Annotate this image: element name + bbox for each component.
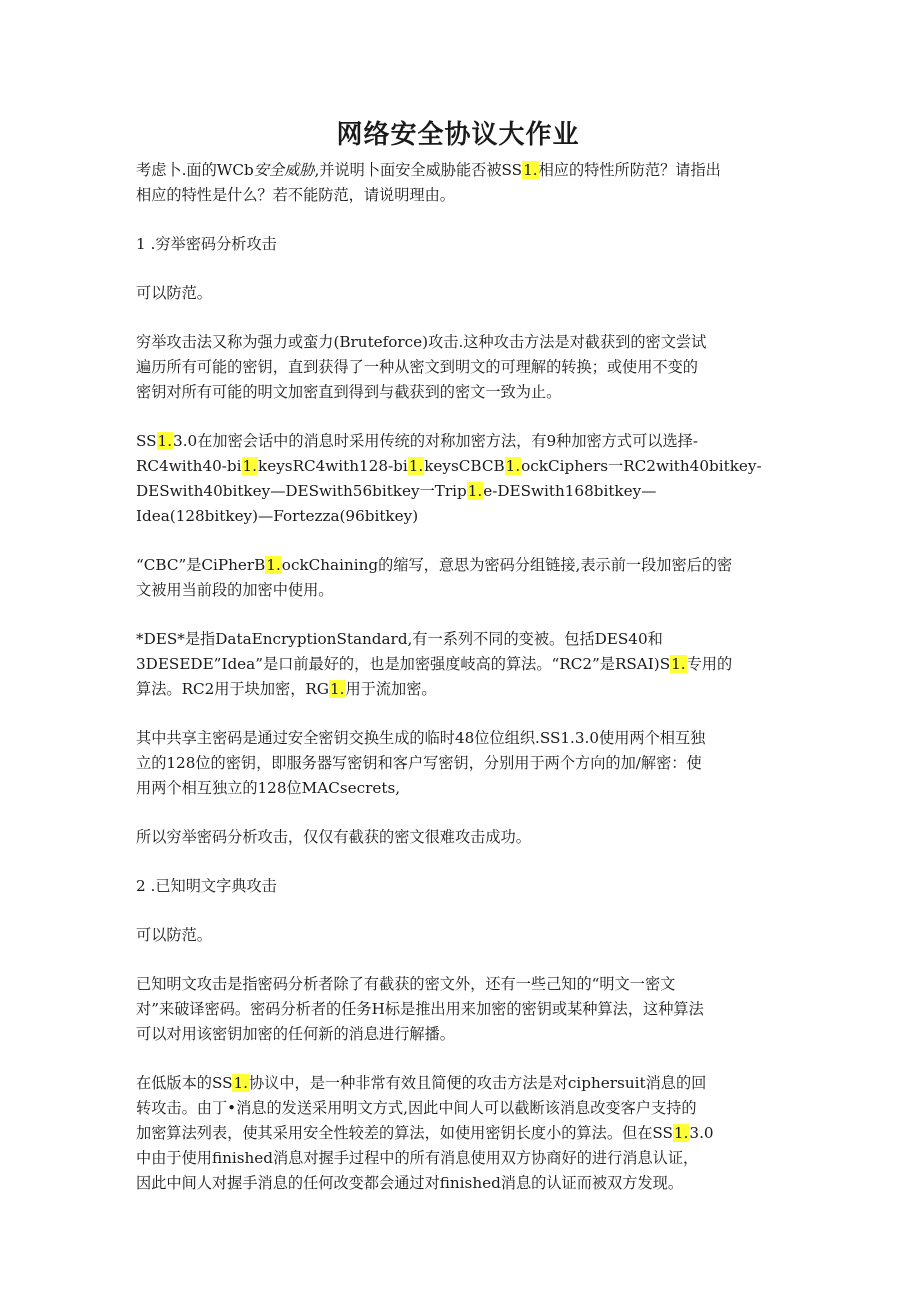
text-run: keysCBCB bbox=[424, 457, 505, 475]
text-line: 其中共享主密码是通过安全密钥交换生成的临时48位位组织.SS1.3.0使用两个相互独 bbox=[136, 729, 706, 747]
highlight-mark: 1. bbox=[523, 161, 538, 179]
text-run: 考虑卜.面的WCb bbox=[136, 161, 254, 179]
section-1-paragraph-3 bbox=[136, 553, 780, 603]
text-line: 可以对用该密钥加密的任何新的消息进行解播。 bbox=[136, 1025, 455, 1043]
highlight-mark: 1. bbox=[467, 482, 483, 500]
highlight-mark: 1. bbox=[505, 457, 521, 475]
text-line: 因此中间人对握手消息的任何改变都会通过对finished消息的认证而被双方发现。 bbox=[136, 1174, 684, 1192]
highlight-mark: 1. bbox=[242, 457, 257, 475]
section-1-answer: 可以防范。 bbox=[136, 284, 212, 302]
section-1-conclusion: 所以穷举密码分析攻击，仅仅有截获的密文很难攻击成功。 bbox=[136, 828, 531, 846]
text-line: 中由于使用finished消息对握手过程中的所有消息使用双方协商好的进行消息认证， bbox=[136, 1149, 699, 1167]
section-2-paragraph-2 bbox=[136, 1071, 780, 1196]
text-run: 加密算法列表，使其采用安全性较差的算法，如使用密钥长度小的算法。但在SS bbox=[136, 1124, 673, 1142]
text-line: 密钥对所有可能的明文加密直到得到与截获到的密文一致为止。 bbox=[136, 383, 562, 401]
text-run: keysRC4with128-bi bbox=[258, 457, 408, 475]
section-1-paragraph-4 bbox=[136, 627, 780, 702]
text-line: 已知明文攻击是指密码分析者除了有截获的密文外，还有一些己知的“明文一密文 bbox=[136, 975, 676, 993]
text-line: 相应的特性是什么？若不能防范，请说明理由。 bbox=[136, 186, 455, 204]
text-run-italic: 安全威胁 bbox=[253, 161, 315, 179]
text-line: 遍历所有可能的密钥，直到获得了一种从密文到明文的可理解的转换；或使用不变的 bbox=[136, 358, 698, 376]
text-run: 算法。RC2用于块加密，RG bbox=[136, 680, 329, 698]
section-1-paragraph-2 bbox=[136, 429, 780, 529]
highlight-mark: 1. bbox=[408, 457, 424, 475]
text-line: *DES*是指DataEncryptionStandard,有一系列不同的变被。包括DES40和 bbox=[136, 630, 663, 648]
text-run: e-DESwith168bitkey— bbox=[483, 482, 657, 500]
text-line: 穷举攻击法又称为强力或蛮力(Bruteforce)攻击.这种攻击方法是对截获到的密文尝试 bbox=[136, 333, 707, 351]
section-2-paragraph-1 bbox=[136, 972, 780, 1047]
text-run: 3.0 bbox=[689, 1124, 714, 1142]
section-2-heading: 2 .已知明文字典攻击 bbox=[136, 877, 277, 895]
highlight-mark: 1. bbox=[157, 432, 173, 450]
text-run: RC4with40-bi bbox=[136, 457, 242, 475]
text-run: DESwith40bitkey—DESwith56bitkey一Trip bbox=[136, 482, 467, 500]
highlight-mark: 1. bbox=[233, 1074, 248, 1092]
text-run: ockCiphers一RC2with40bitkey- bbox=[521, 457, 762, 475]
text-run: 3.0在加密会话中的消息时采用传统的对称加密方法，有9种加密方式可以选择- bbox=[173, 432, 698, 450]
document-title: 网络安全协议大作业 bbox=[336, 120, 580, 150]
document-page bbox=[136, 118, 780, 1196]
section-2-answer: 可以防范。 bbox=[136, 926, 212, 944]
text-line: 文被用当前段的加密中使用。 bbox=[136, 581, 334, 599]
text-line: 用两个相互独立的128位MACsecrets, bbox=[136, 779, 401, 797]
text-line: Idea(128bitkey)—Fortezza(96bitkey) bbox=[136, 507, 419, 525]
section-1-paragraph-5 bbox=[136, 726, 780, 801]
highlight-mark: 1. bbox=[266, 556, 281, 574]
highlight-mark: 1. bbox=[671, 655, 686, 673]
highlight-mark: 1. bbox=[329, 680, 345, 698]
text-run: “CBC”是CiPherB bbox=[136, 556, 266, 574]
text-run: 用于流加密。 bbox=[345, 680, 437, 698]
text-run: SS bbox=[136, 432, 157, 450]
text-line: 转攻击。由丁•消息的发送采用明文方式,因此中间人可以截断该消息改变客户支持的 bbox=[136, 1099, 697, 1117]
text-run: ,并说明卜面安全威胁能否被SS bbox=[314, 161, 523, 179]
text-run: 在低版本的SS bbox=[136, 1074, 233, 1092]
text-line: 立的128位的密钥，即服务器写密钥和客户写密钥，分别用于两个方向的加/解密：使 bbox=[136, 754, 702, 772]
text-line: 对”来破译密码。密码分析者的任务H标是推出用来加密的密钥或某种算法，这种算法 bbox=[136, 1000, 704, 1018]
text-run: ockChaining的缩写，意思为密码分组链接,表示前一段加密后的密 bbox=[281, 556, 733, 574]
text-run: 相应的特性所防范？请指出 bbox=[538, 161, 721, 179]
text-run: 3DESEDE”Idea”是口前最好的，也是加密强度岐高的算法。“RC2”是RSAI)S bbox=[136, 655, 671, 673]
section-1-paragraph-1 bbox=[136, 330, 780, 405]
intro-paragraph bbox=[136, 158, 780, 208]
text-run: 专用的 bbox=[686, 655, 733, 673]
text-run: 协议中，是一种非常有效且简便的攻击方法是对ciphersuit消息的回 bbox=[248, 1074, 707, 1092]
section-1-heading: 1 .穷举密码分析攻击 bbox=[136, 235, 277, 253]
highlight-mark: 1. bbox=[673, 1124, 689, 1142]
